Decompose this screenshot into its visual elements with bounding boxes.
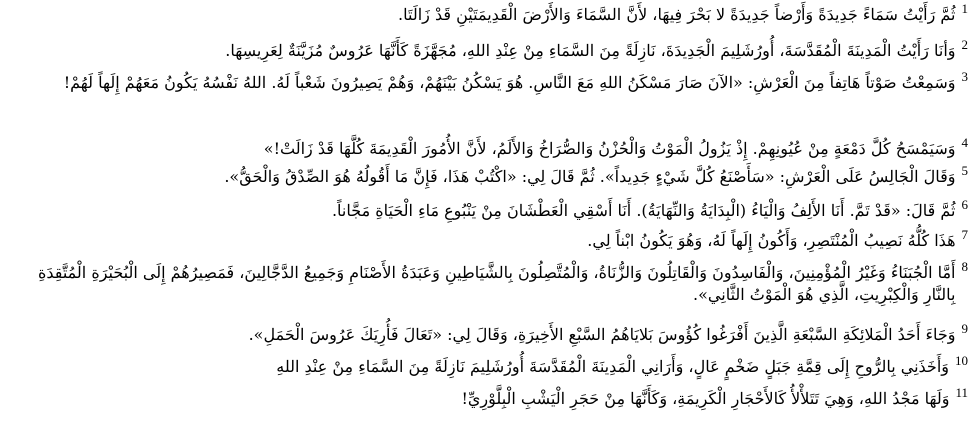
verse-6 [10, 197, 968, 230]
verse-text: وَقَالَ الْجَالِسُ عَلَى الْعَرْشِ: «سَأَصْنَعُ كُلَّ شَيْءٍ جَدِيداً». ثُمَّ قَالَ لِي: «اكْتُبْ هَذَا، فَإِنَّ مَا أَقُولُهُ هُوَ الصِّدْقُ وَالْحَقُّ». [224, 167, 956, 186]
verse-number: 2 [961, 37, 968, 52]
verse-number: 5 [961, 163, 968, 178]
verse-text: وَسَيَمْسَحُ كُلَّ دَمْعَةٍ مِنْ عُيُونِهِمْ. إِذْ يَزُولُ الْمَوْتُ وَالْحُزْنُ وَالصُّرَاخُ وَالأَلَمُ، لأَنَّ الأُمُورَ الْقَدِيمَةَ كُلَّهَا قَدْ زَالَتْ!» [263, 139, 956, 158]
verse-number: 11 [955, 385, 968, 400]
verse-text: وَسَمِعْتُ صَوْتاً هَاتِفاً مِنَ الْعَرْشِ: «الآنَ صَارَ مَسْكَنُ اللهِ مَعَ النَّاسِ. هُوَ يَسْكُنُ بَيْنَهُمْ، وَهُمْ يَصِيرُونَ شَعْباً لَهُ. اللهُ نَفْسُهُ يَكُونُ مَعَهُمْ إِلَهاً لَهُمْ! [63, 73, 956, 92]
verse-text: هَذَا كُلُّهُ نَصِيبُ الْمُنْتَصِرِ، وَأَكُونُ إِلَهاً لَهُ، وَهُوَ يَكُونُ ابْناً لِي. [587, 231, 956, 250]
verse-8 [10, 259, 968, 324]
verse-text: وَلَهَا مَجْدُ اللهِ، وَهِيَ تَتَلأْلأُ كَالأَحْجَارِ الْكَرِيمَةِ، وَكَأَنَّهَا مِنْ حَجَرِ الْيَشْبِ الْبِلَّوْرِيِّ! [461, 389, 950, 408]
verse-text: وَأَخَذَنِي بِالرُّوحِ إِلَى قِمَّةِ جَبَلٍ ضَخْمٍ عَالٍ، وَأَرَانِي الْمَدِينَةَ الْمُقَدَّسَةَ أُورُشَلِيمَ نَازِلَةً مِنَ السَّمَاءِ مِنْ عِنْدِ اللهِ [276, 357, 949, 376]
verse-1 [10, 1, 968, 40]
verse-4 [10, 135, 968, 166]
verse-10 [10, 353, 968, 388]
verse-number: 10 [955, 353, 968, 368]
verse-text: أَمَّا الْجُبَنَاءُ وَغَيْرُ الْمُؤْمِنِينَ، وَالْفَاسِدُونَ وَالْقَاتِلُونَ وَالزُّنَاةُ، وَالْمُتَّصِلُونَ بِالشَّيَاطِينِ وَعَبَدَةُ الأَصْنَامِ وَجَمِيعُ الدَّجَّالِينَ، فَمَصِيرُهُمْ إِلَى الْبُحَيْرَةِ الْمُتَّقِدَةِ بِالنَّارِ وَالْكِبْرِيتِ، الَّذِي هُوَ الْمَوْتُ الثَّانِي». [37, 263, 956, 304]
verse-7 [10, 227, 968, 262]
verse-3 [10, 69, 968, 138]
verse-number: 8 [961, 259, 968, 274]
verse-text: ثُمَّ رَأَيْتُ سَمَاءً جَدِيدَةً وَأَرْضاً جَدِيدَةً لا بَحْرَ فِيهَا، لأَنَّ السَّمَاءَ وَالأَرْضَ الْقَدِيمَتَيْنِ قَدْ زَالَتَا. [398, 5, 956, 24]
verse-5 [10, 163, 968, 200]
verse-text: وَجَاءَ أَحَدُ الْمَلائِكَةِ السَّبْعَةِ الَّذِينَ أَفْرَغُوا كُؤُوسَ بَلايَاهُمُ السَّبْعِ الأَخِيرَةِ، وَقَالَ لِي: «تَعَالَ فَأُرِيَكَ عَرُوسَ الْحَمَلِ». [248, 325, 956, 344]
verse-number: 7 [961, 227, 968, 242]
verse-2 [10, 37, 968, 72]
verse-number: 9 [961, 321, 968, 336]
verse-number: 4 [961, 135, 968, 150]
verse-number: 6 [961, 197, 968, 212]
verse-text: ثُمَّ قَالَ: «قَدْ تَمَّ. أَنَا الأَلِفُ وَالْيَاءُ (الْبِدَايَةُ وَالنِّهَايَةُ). أَنَا أَسْقِي الْعَطْشَانَ مِنْ يَنْبُوعِ مَاءِ الْحَيَاةِ مَجَّاناً. [331, 201, 956, 220]
verse-text: وَأنَا رَأَيْتُ الْمَدِينَةَ الْمُقَدَّسَةَ، أُورُشَلِيمَ الْجَدِيدَةَ، نَازِلَةً مِنَ السَّمَاءِ مِنْ عِنْدِ اللهِ، مُجَهَّزَةً كَأَنَّهَا عَرُوسٌ مُزَيَّنَةٌ لِعَرِيسِهَا. [225, 41, 956, 60]
verse-11 [10, 385, 968, 420]
verse-number: 1 [961, 1, 968, 16]
verse-number: 3 [961, 69, 968, 84]
verse-9 [10, 321, 968, 356]
